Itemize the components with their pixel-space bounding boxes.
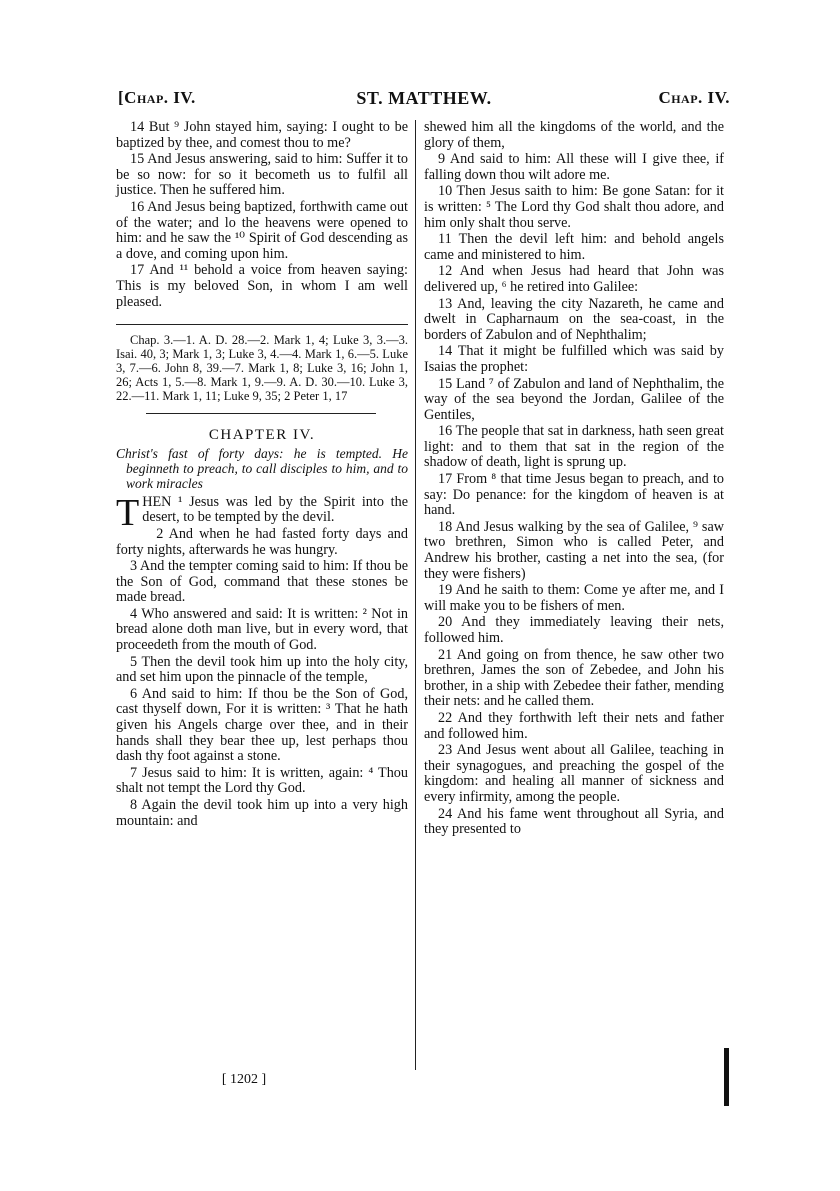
- verse: 14 But ⁹ John stayed him, saying: I ought to be baptized by thee, and comest thou to me?: [116, 119, 408, 151]
- verse-1-text: HEN ¹ Jesus was led by the Spirit into the desert, to be tempted by the devil.: [142, 493, 408, 526]
- verse: 12 And when Jesus had heard that John was delivered up, ⁶ he retired into Galilee:: [424, 263, 724, 295]
- verse: 16 The people that sat in darkness, hath seen great light: and to them that sat in the region of the shadow of death, light is sprung up.: [424, 423, 724, 471]
- header-chapter-right: Chap. IV.: [658, 88, 730, 107]
- header-book-title: ST. MATTHEW.: [356, 88, 492, 108]
- verse: 15 Land ⁷ of Zabulon and land of Nephthalim, the way of the sea beyond the Jordan, Galilee of the Gentiles,: [424, 375, 724, 423]
- verse: 5 Then the devil took him up into the holy city, and set him upon the pinnacle of the temple,: [116, 653, 408, 686]
- verse: 23 And Jesus went about all Galilee, teaching in their synagogues, and preaching the gospel of the kingdom: and healing all manner of sickness and every infirmity, among the people.: [424, 742, 724, 805]
- verse-1: [116, 491, 408, 534]
- page-number-text: [ 1202 ]: [221, 1072, 267, 1087]
- header-chapter-left: [Chap. IV.: [118, 88, 196, 107]
- verse: 18 And Jesus walking by the sea of Galilee, ⁹ saw two brethren, Simon who is called Peter, and Andrew his brother, casting a net into the sea, (for they were fishers): [424, 518, 724, 582]
- left-column: [116, 120, 408, 830]
- verse: 2 And when he had fasted forty days and forty nights, afterwards he was hungry.: [116, 525, 408, 558]
- verse: 11 Then the devil left him: and behold angels came and ministered to him.: [424, 231, 724, 263]
- chapter-3-footnotes: Chap. 3.—1. A. D. 28.—2. Mark 1, 4; Luke 3, 3.—3. Isai. 40, 3; Mark 1, 3; Luke 3, 4.—4. Mark 1, 6.—5. Luke 3, 7.—6. John 8, 39.—7. Mark 1, 8; Luke 3, 16; John 1, 26; Acts 1, 5.—8. Mark 1, 9.—9. A. D. 30.—10. Luke 3, 22.—11. Mark 1, 11; Luke 9, 35; 2 Peter 1, 17: [116, 324, 408, 403]
- page-number: [0, 1072, 840, 1088]
- running-header: [118, 88, 730, 114]
- column-rule: [415, 120, 416, 1070]
- right-column: [424, 120, 724, 839]
- verse: 20 And they immediately leaving their nets, followed him.: [424, 614, 724, 646]
- verse: 3 And the tempter coming said to him: If thou be the Son of God, command that these stones be made bread.: [116, 558, 408, 606]
- verse: 14 That it might be fulfilled which was said by Isaias the prophet:: [424, 343, 724, 375]
- verse: 9 And said to him: All these will I give thee, if falling down thou wilt adore me.: [424, 151, 724, 183]
- verse: 21 And going on from thence, he saw other two brethren, James the son of Zebedee, and John his brother, in a ship with Zebedee their father, mending their nets: and he called them.: [424, 646, 724, 710]
- verse: 4 Who answered and said: It is written: ² Not in bread alone doth man live, but in every word, that proceedeth from the mouth of God.: [116, 605, 408, 654]
- chapter-title: CHAPTER IV.: [208, 427, 316, 444]
- verse: 22 And they forthwith left their nets and father and followed him.: [424, 709, 724, 742]
- verse: 16 And Jesus being baptized, forthwith came out of the water; and lo the heavens were opened to him: and he saw the ¹⁰ Spirit of God descending as a dove, and coming upon him.: [116, 198, 408, 262]
- page-edge-mark: [724, 1048, 729, 1106]
- chapter-summary: Christ's fast of forty days: he is tempted. He beginneth to preach, to call disciples to him, and to work miracles: [116, 445, 408, 491]
- drop-cap: T: [116, 491, 140, 534]
- verse: 19 And he saith to them: Come ye after me, and I will make you to be fishers of men.: [424, 582, 724, 614]
- verse: 6 And said to him: If thou be the Son of God, cast thyself down, For it is written: ³ That he hath given his Angels charge over thee, and in their hands shall they bear thee up, lest perhaps thou dash thy foot against a stone.: [116, 685, 408, 765]
- verse-continuation: shewed him all the kingdoms of the world, and the glory of them,: [424, 119, 724, 151]
- verse: 24 And his fame went throughout all Syria, and they presented to: [424, 805, 724, 838]
- verse: 15 And Jesus answering, said to him: Suffer it to be so now: for so it becometh us to fulfil all justice. Then he suffered him.: [116, 151, 408, 199]
- verse: 17 From ⁸ that time Jesus began to preach, and to say: Do penance: for the kingdom of heaven is at hand.: [424, 471, 724, 519]
- verse: 7 Jesus said to him: It is written, again: ⁴ Thou shalt not tempt the Lord thy God.: [116, 764, 408, 797]
- chapter-divider: [146, 413, 376, 414]
- verse: 8 Again the devil took him up into a very high mountain: and: [116, 797, 408, 829]
- verse: 13 And, leaving the city Nazareth, he came and dwelt in Capharnaum on the sea-coast, in the borders of Zabulon and of Nephthalim;: [424, 295, 724, 343]
- verse: 10 Then Jesus saith to him: Be gone Satan: for it is written: ⁵ The Lord thy God shalt thou adore, and him only shalt thou serve.: [424, 183, 724, 231]
- verse: 17 And ¹¹ behold a voice from heaven saying: This is my beloved Son, in whom I am well pleased.: [116, 262, 408, 310]
